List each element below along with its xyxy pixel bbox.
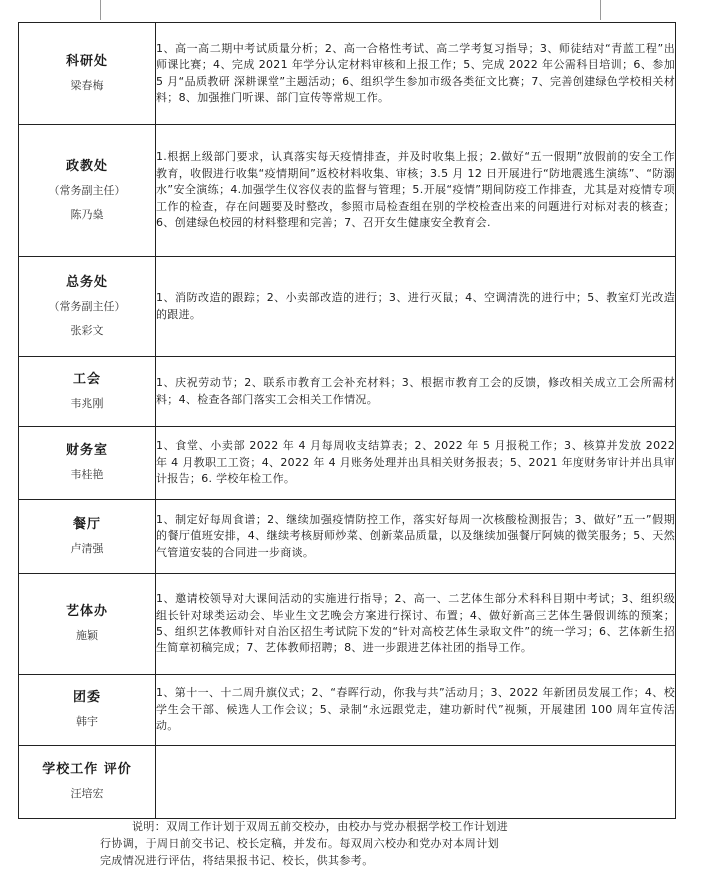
dept-cell <box>19 257 156 357</box>
work-content: 1、消防改造的跟踪；2、小卖部改造的进行；3、进行灭鼠；4、空调清洗的进行中；5、教室灯光改造的跟进。 <box>156 257 676 357</box>
work-content: 1、庆祝劳动节；2、联系市教育工会补充材料；3、根据市教育工会的反馈，修改相关成立工会所需材料；4、检查各部门落实工会相关工作情况。 <box>156 357 676 427</box>
footnote-line: 完成情况进行评估，将结果报书记、校长，供其参考。 <box>100 854 374 867</box>
dept-cell <box>19 357 156 427</box>
margin-mark <box>600 0 601 20</box>
dept-cell <box>19 746 156 819</box>
table-row <box>19 675 676 746</box>
table-row <box>19 500 676 574</box>
dept-name: 餐厅 <box>72 516 101 532</box>
dept-cell <box>19 675 156 746</box>
work-content: 1、食堂、小卖部 2022 年 4 月每周收支结算表；2、2022 年 5 月报税工作；3、核算并发放 2022 年 4 月教职工工资；4、2022 年 4 月账务处理并出具相关财务报表；5、2021 年度财务审计并出具审计报告；6. 学校年检工作。 <box>156 427 676 500</box>
dept-cell <box>19 23 156 125</box>
work-content: 1、第十一、十二周升旗仪式；2、“春晖行动，你我与共”活动月；3、2022 年新团员发展工作；4、校学生会干部、候选人工作会议；5、录制“永远跟党走，建功新时代”视频，开展建团 100 周年宣传活动。 <box>156 675 676 746</box>
table-row <box>19 23 676 125</box>
footnote-line: 行协调，于周日前交书记、校长定稿，并发布。每双周六校办和党办对本周计划 <box>100 837 499 850</box>
dept-name: 艺体办 <box>65 604 108 619</box>
dept-name: 工会 <box>72 371 101 387</box>
dept-cell <box>19 125 156 257</box>
dept-name: 政教处 <box>65 158 108 174</box>
dept-person: 韦桂艳 <box>70 468 104 481</box>
dept-person: 陈乃燊 <box>70 207 104 221</box>
dept-name: 学校工作 评价 <box>42 762 132 777</box>
dept-name: 科研处 <box>65 53 108 69</box>
work-content: 1.根据上级部门要求，认真落实每天疫情排查，并及时收集上报；2.做好“五一假期”放假前的安全工作教育，收假进行收集“疫情期间”返校材料收集、审核；3.5 月 12 日开展进行“防地震逃生演练”、“防溺水”安全演练；4.加强学生仪容仪表的监督与管理；5.开展“疫情”期间防疫工作排查，尤其是对疫情专项工作的检查，存在问题要及时整改，参照市局检查组在别的学校检查出来的问题进行对标对表的核查；6、创建绿色校园的材料整理和完善；7、召开女生健康安全教育会. <box>156 125 676 257</box>
dept-person: 梁春梅 <box>70 78 104 92</box>
margin-mark <box>100 0 101 20</box>
dept-cell <box>19 500 156 574</box>
table-row <box>19 257 676 357</box>
dept-role: （常务副主任） <box>48 299 126 313</box>
dept-name: 财务室 <box>65 443 108 458</box>
dept-cell <box>19 427 156 500</box>
dept-person: 卢清强 <box>70 541 104 555</box>
table-row <box>19 125 676 257</box>
dept-name: 团委 <box>72 690 101 705</box>
top-margin-marks <box>0 0 704 22</box>
dept-cell <box>19 574 156 675</box>
dept-person: 张彩文 <box>70 323 104 337</box>
table-row <box>19 574 676 675</box>
dept-name: 总务处 <box>65 274 108 290</box>
dept-person: 韩宇 <box>76 715 98 728</box>
dept-person: 汪培宏 <box>70 787 104 800</box>
work-plan-table <box>18 22 676 819</box>
work-content: 1、邀请校领导对大课间活动的实施进行指导；2、高一、二艺体生部分术科科目期中考试；3、组织级组长针对球类运动会、毕业生文艺晚会方案进行探讨、布置；4、做好新高三艺体生暑假训练的预案；5、组织艺体教师针对自治区招生考试院下发的“针对高校艺体生录取文件”的统一学习；6、艺体新生招生简章初稿完成；7、艺体教师招聘；8、进一步跟进艺体社团的指导工作。 <box>156 574 676 675</box>
table-row <box>19 357 676 427</box>
footnote-line: 说明：双周工作计划于双周五前交校办，由校办与党办根据学校工作计划进 <box>132 820 509 833</box>
table-row <box>19 427 676 500</box>
footnote <box>100 818 620 869</box>
dept-role: （常务副主任） <box>48 183 126 197</box>
evaluation-content[interactable] <box>156 746 676 819</box>
work-content: 1、制定好每周食谱；2、继续加强疫情防控工作，落实好每周一次核酸检测报告；3、做好”五一”假期的餐厅值班安排，4、继续考核厨师炒菜、创新菜品质量，以及继续加强餐厅阿姨的微笑服务；5、天然气管道安装的合同进一步商谈。 <box>156 500 676 574</box>
work-content: 1、高一高二期中考试质量分析；2、高一合格性考试、高二学考复习指导；3、师徒结对“青蓝工程”出师课比赛；4、完成 2021 年学分认定材料审核和上报工作；5、完成 2022 年公需科目培训；6、参加 5 月“品质教研 深耕课堂”主题活动；6、组织学生参加市级各类征文比赛；7、完善创建绿色学校相关材料；8、加强推门听课、部门宣传等常规工作。 <box>156 23 676 125</box>
dept-person: 韦兆刚 <box>70 396 104 410</box>
dept-person: 施颖 <box>76 629 98 642</box>
table-row <box>19 746 676 819</box>
